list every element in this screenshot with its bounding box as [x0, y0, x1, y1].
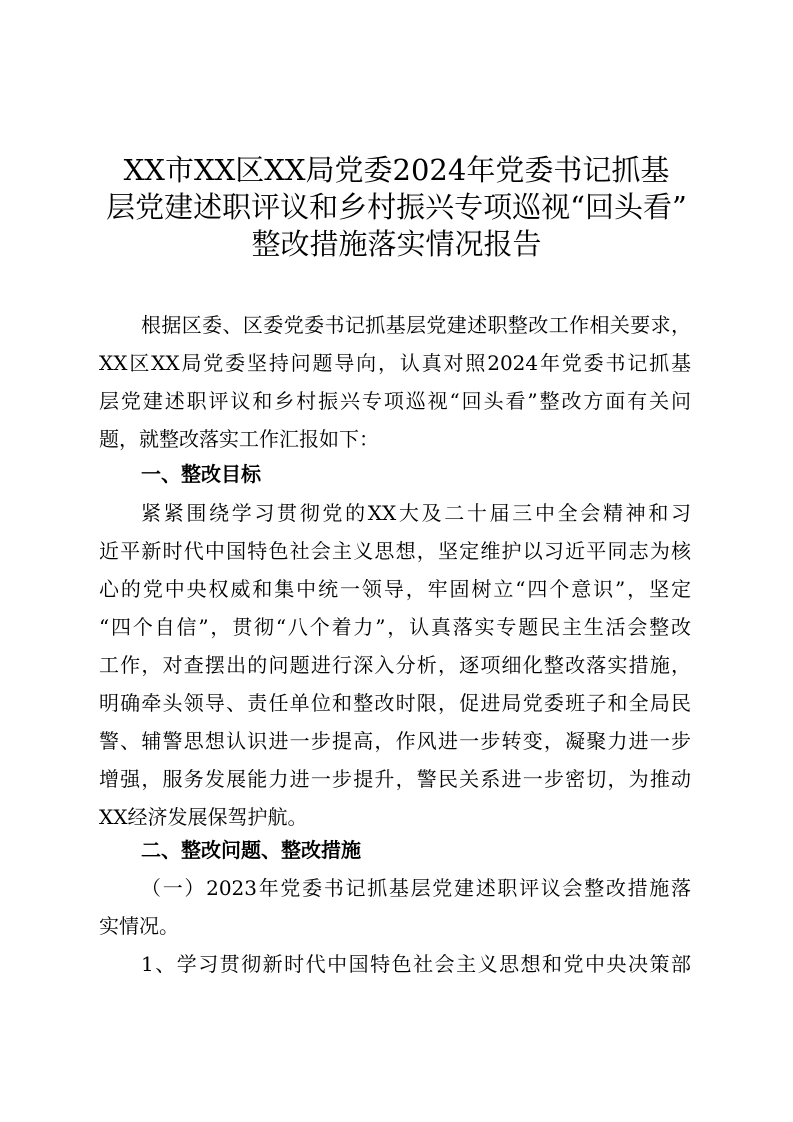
intro-line-2: XX区XX局党委坚持问题导向，认真对照2024年党委书记抓基: [99, 351, 691, 375]
intro-line-1: 根据区委、区委党委书记抓基层党建述职整改工作相关要求，: [141, 313, 691, 337]
intro-line-3: 层党建述职评议和乡村振兴专项巡视“回头看”整改方面有关问: [99, 389, 691, 413]
intro-line-4: 题，就整改落实工作汇报如下：: [99, 427, 379, 451]
title-line-2: 层党建述职评议和乡村振兴专项巡视“回头看”: [106, 190, 687, 224]
title-line-1: XX市XX区XX局党委2024年党委书记抓基: [123, 153, 670, 187]
section1-line-6: 明确牵头领导、责任单位和整改时限，促进局党委班子和全局民: [99, 691, 691, 715]
subsection1-line-2: 实情况。: [99, 914, 179, 938]
section1-line-7: 警、辅警思想认识进一步提高，作风进一步转变，凝聚力进一步: [99, 729, 691, 753]
section1-line-3: 心的党中央权威和集中统一领导，牢固树立“四个意识”，坚定: [99, 577, 691, 601]
section1-line-8: 增强，服务发展能力进一步提升，警民关系进一步密切，为推动: [99, 767, 691, 791]
section-heading-goals: 一、整改目标: [141, 462, 261, 486]
document-title: [70, 152, 723, 263]
section1-line-9: XX经济发展保驾护航。: [99, 805, 308, 829]
item1-line-1: 1、学习贯彻新时代中国特色社会主义思想和党中央决策部: [141, 952, 691, 976]
section-heading-issues: 二、整改问题、整改措施: [141, 838, 361, 862]
section1-line-4: “四个自信”，贯彻“八个着力”，认真落实专题民主生活会整改: [99, 615, 691, 639]
title-line-3: 整改措施落实情况报告: [251, 227, 542, 261]
subsection1-line-1: （一）2023年党委书记抓基层党建述职评议会整改措施落: [141, 876, 691, 900]
section1-line-2: 近平新时代中国特色社会主义思想，坚定维护以习近平同志为核: [99, 539, 691, 563]
section1-line-5: 工作，对查摆出的问题进行深入分析，逐项细化整改落实措施，: [99, 653, 691, 677]
section1-line-1: 紧紧围绕学习贯彻党的XX大及二十届三中全会精神和习: [141, 501, 691, 525]
